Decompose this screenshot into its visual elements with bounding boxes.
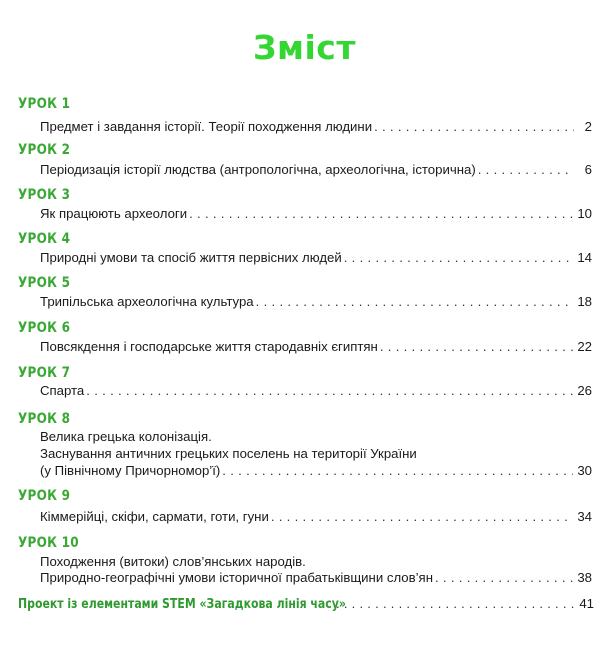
dot-leader (271, 509, 574, 525)
page-number: 30 (577, 463, 592, 478)
entry-title: Природно-географічні умови історичної прабатьківщини слов’ян (40, 570, 433, 585)
page-number: 22 (577, 339, 592, 354)
lesson-heading-6: УРОК 6 (18, 320, 71, 336)
lesson-heading-1: УРОК 1 (18, 96, 71, 112)
dot-leader (222, 463, 573, 479)
entry-title: Предмет і завдання історії. Теорії походження людини (40, 119, 373, 134)
lesson-heading-8: УРОК 8 (18, 411, 71, 427)
toc-entry-7[interactable] (40, 383, 592, 399)
toc-entry-2[interactable] (40, 162, 592, 178)
toc-entry-5[interactable] (40, 294, 592, 310)
dot-leader (344, 250, 574, 266)
page-number: 34 (577, 509, 592, 524)
toc-entry-6[interactable] (40, 339, 592, 355)
page-number: 18 (577, 294, 592, 309)
toc-entry-1[interactable] (40, 119, 592, 135)
entry-line: Заснування античних грецьких поселень на території України (40, 446, 417, 461)
entry-title: Кіммерійці, скіфи, сармати, готи, гуни (40, 509, 269, 524)
project-title: Проект із елементами STEM «Загадкова лінія часу» (18, 597, 346, 612)
entry-title: Природні умови та спосіб життя первісних людей (40, 250, 342, 265)
entry-line: Походження (витоки) слов’янських народів. (40, 554, 306, 569)
lesson-heading-7: УРОК 7 (18, 365, 71, 381)
entry-title: Періодизація історії людства (антропологічна, археологічна, історична) (40, 162, 476, 177)
page-number: 41 (579, 596, 594, 611)
entry-title: Спарта (40, 383, 85, 398)
toc-entry-9[interactable] (40, 509, 592, 525)
dot-leader (256, 294, 574, 310)
dot-leader (380, 339, 573, 355)
dot-leader (336, 596, 575, 611)
page-number: 2 (584, 119, 592, 134)
lesson-heading-10: УРОК 10 (18, 535, 79, 551)
page-number: 14 (577, 250, 592, 265)
toc-entry-10[interactable] (40, 570, 592, 586)
toc-entry-4[interactable] (40, 250, 592, 266)
toc-entry-3[interactable] (40, 206, 592, 222)
dot-leader (374, 119, 574, 135)
dot-leader (86, 383, 573, 399)
toc-entry-project[interactable] (18, 596, 594, 612)
page-number: 38 (577, 570, 592, 585)
lesson-heading-3: УРОК 3 (18, 187, 71, 203)
entry-title: Як працюють археологи (40, 206, 188, 221)
lesson-heading-2: УРОК 2 (18, 142, 71, 158)
lesson-heading-5: УРОК 5 (18, 275, 71, 291)
entry-title: Повсякдення і господарське життя стародавніх єгиптян (40, 339, 378, 354)
page-title: Зміст (253, 28, 356, 67)
dot-leader (189, 206, 573, 222)
dot-leader (478, 162, 574, 178)
entry-title: Трипільська археологічна культура (40, 294, 254, 309)
toc-entry-8[interactable] (40, 463, 592, 479)
lesson-heading-4: УРОК 4 (18, 231, 71, 247)
page-number: 10 (577, 206, 592, 221)
dot-leader (435, 570, 573, 586)
page-number: 6 (584, 162, 592, 177)
entry-title: (у Північному Причорномор’ї) (40, 463, 221, 478)
page-number: 26 (577, 383, 592, 398)
lesson-heading-9: УРОК 9 (18, 488, 71, 504)
entry-line: Велика грецька колонізація. (40, 429, 212, 444)
